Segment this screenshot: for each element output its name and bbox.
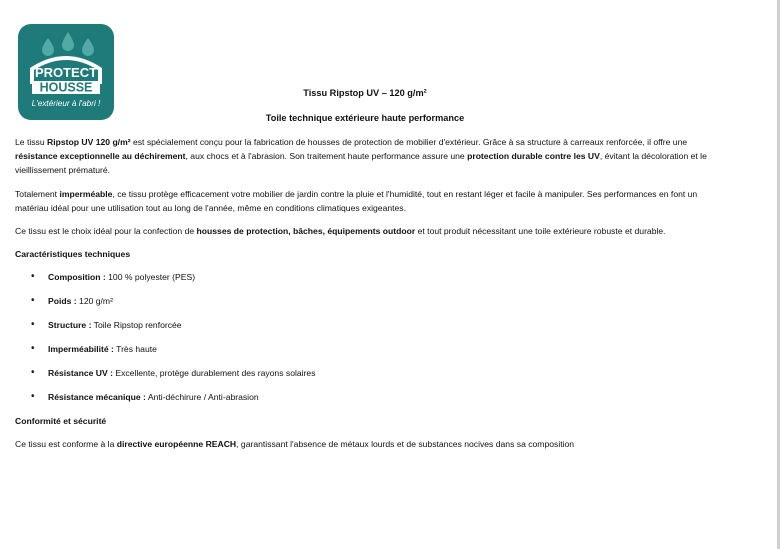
conformity-heading: Conformité et sécurité	[15, 415, 107, 426]
list-item: • Poids : 120 g/m²	[15, 294, 725, 308]
document-subtitle: Toile technique extérieure haute performance	[265, 113, 465, 123]
logo-line2: HOUSSE	[39, 80, 93, 95]
list-item: • Imperméabilité : Très haute	[15, 342, 725, 356]
list-item: • Composition : 100 % polyester (PES)	[15, 270, 725, 284]
list-item: • Structure : Toile Ripstop renforcée	[15, 318, 725, 332]
document-title: Tissu Ripstop UV – 120 g/m²	[303, 88, 427, 98]
protect-housse-logo	[18, 24, 114, 120]
list-item: • Résistance UV : Excellente, protège durablement des rayons solaires	[15, 366, 725, 380]
specs-heading: Caractéristiques techniques	[15, 249, 131, 260]
paragraph-waterproof: Totalement imperméable, ce tissu protège efficacement votre mobilier de jardin contre la pluie et l'humidité, tout en restant léger et facile à manipuler. Ses performances en font un matériau idéal pour une utilisation tout au long de l'année, même en conditions climatiques exigeantes.	[15, 188, 698, 213]
document-body	[15, 135, 725, 460]
list-item: • Résistance mécanique : Anti-déchirure / Anti-abrasion	[15, 390, 725, 404]
logo-line1: PROTECT	[34, 65, 98, 80]
paragraph-conformity: Ce tissu est conforme à la directive européenne REACH, garantissant l'absence de métaux lourds et de substances nocives dans sa composition	[15, 438, 575, 449]
paragraph-intro: Le tissu Ripstop UV 120 g/m² est spécialement conçu pour la fabrication de housses de protection de mobilier d'extérieur. Grâce à sa structure à carreaux renforcée, il offre une résistance exceptionnelle au déchirement, aux chocs et à l'abrasion. Son traitement haute performance assure une protection durable contre les UV, évitant la décoloration et le vieillissement prématuré.	[15, 137, 707, 176]
paragraph-uses: Ce tissu est le choix idéal pour la confection de housses de protection, bâches, équipements outdoor et tout produit nécessitant une toile extérieure robuste et durable.	[15, 226, 666, 237]
logo-tagline: L'extérieur à l'abri !	[31, 99, 101, 108]
specs-list	[15, 270, 725, 404]
